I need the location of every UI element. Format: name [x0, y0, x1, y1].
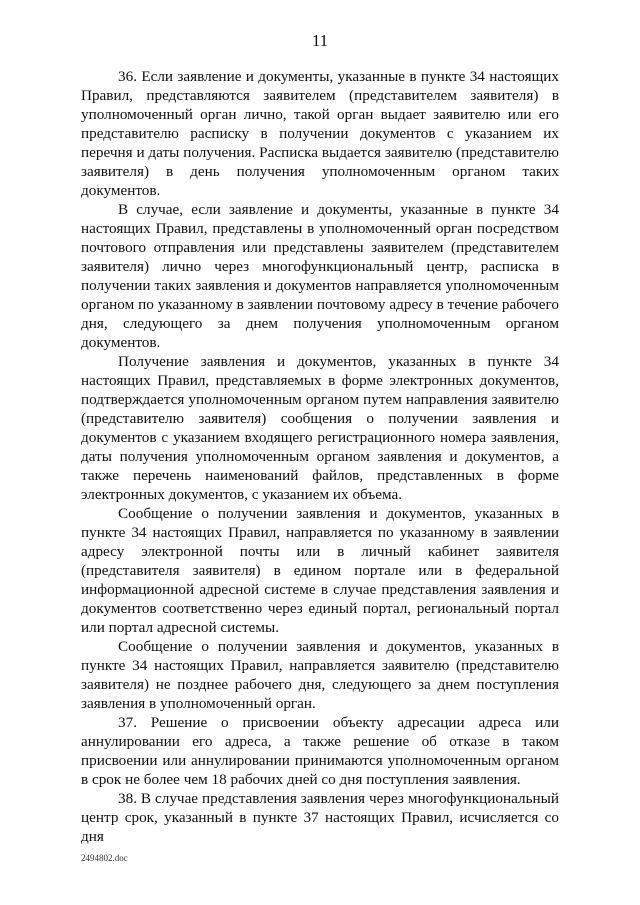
paragraph-36-postal: В случае, если заявление и документы, указанные в пункте 34 настоящих Правил, представлены в уполномоченный орган посредством почтового отправления или представлены заявителем (представителем заявителя) лично через многофункциональный центр, расписка в получении таких заявления и документов направляется уполномоченным органом по указанному в заявлении почтовому адресу в течение рабочего дня, следующего за днем получения уполномоченным органом документов.	[81, 201, 559, 351]
paragraph-36-notification: Сообщение о получении заявления и документов, указанных в пункте 34 настоящих Правил, направляется по указанному в заявлении адресу электронной почты или в личный кабинет заявителя (представителя заявителя) в едином портале или в федеральной информационной адресной системе в случае представления заявления и документов соответственно через единый портал, региональный портал или портал адресной системы.	[81, 505, 559, 636]
paragraph-37: 37. Решение о присвоении объекту адресации адреса или аннулировании его адреса, а также решение об отказе в таком присвоении или аннулировании принимаются уполномоченным органом в срок не более чем 18 рабочих дней со дня поступления заявления.	[81, 714, 559, 788]
page-number: 11	[311, 31, 329, 50]
paragraph-36: 36. Если заявление и документы, указанные в пункте 34 настоящих Правил, представляются заявителем (представителем заявителя) в уполномоченный орган лично, такой орган выдает заявителю или его представителю расписку в получении документов с указанием их перечня и даты получения. Расписка выдается заявителю (представителю заявителя) в день получения уполномоченным органом таких документов.	[81, 68, 559, 199]
document-file-code: 2494802.doc	[81, 853, 128, 863]
paragraph-36-electronic: Получение заявления и документов, указанных в пункте 34 настоящих Правил, представляемых в форме электронных документов, подтверждается уполномоченным органом путем направления заявителю (представителю заявителя) сообщения о получении заявления и документов с указанием входящего регистрационного номера заявления, даты получения уполномоченным органом заявления и документов, а также перечень наименований файлов, представленных в форме электронных документов, с указанием их объема.	[81, 353, 559, 503]
paragraph-38: 38. В случае представления заявления через многофункциональный центр срок, указанный в пункте 37 настоящих Правил, исчисляется со дня	[81, 790, 559, 845]
document-body	[81, 67, 559, 846]
paragraph-36-deadline: Сообщение о получении заявления и документов, указанных в пункте 34 настоящих Правил, направляется заявителю (представителю заявителя) не позднее рабочего дня, следующего за днем поступления заявления в уполномоченный орган.	[81, 638, 559, 712]
